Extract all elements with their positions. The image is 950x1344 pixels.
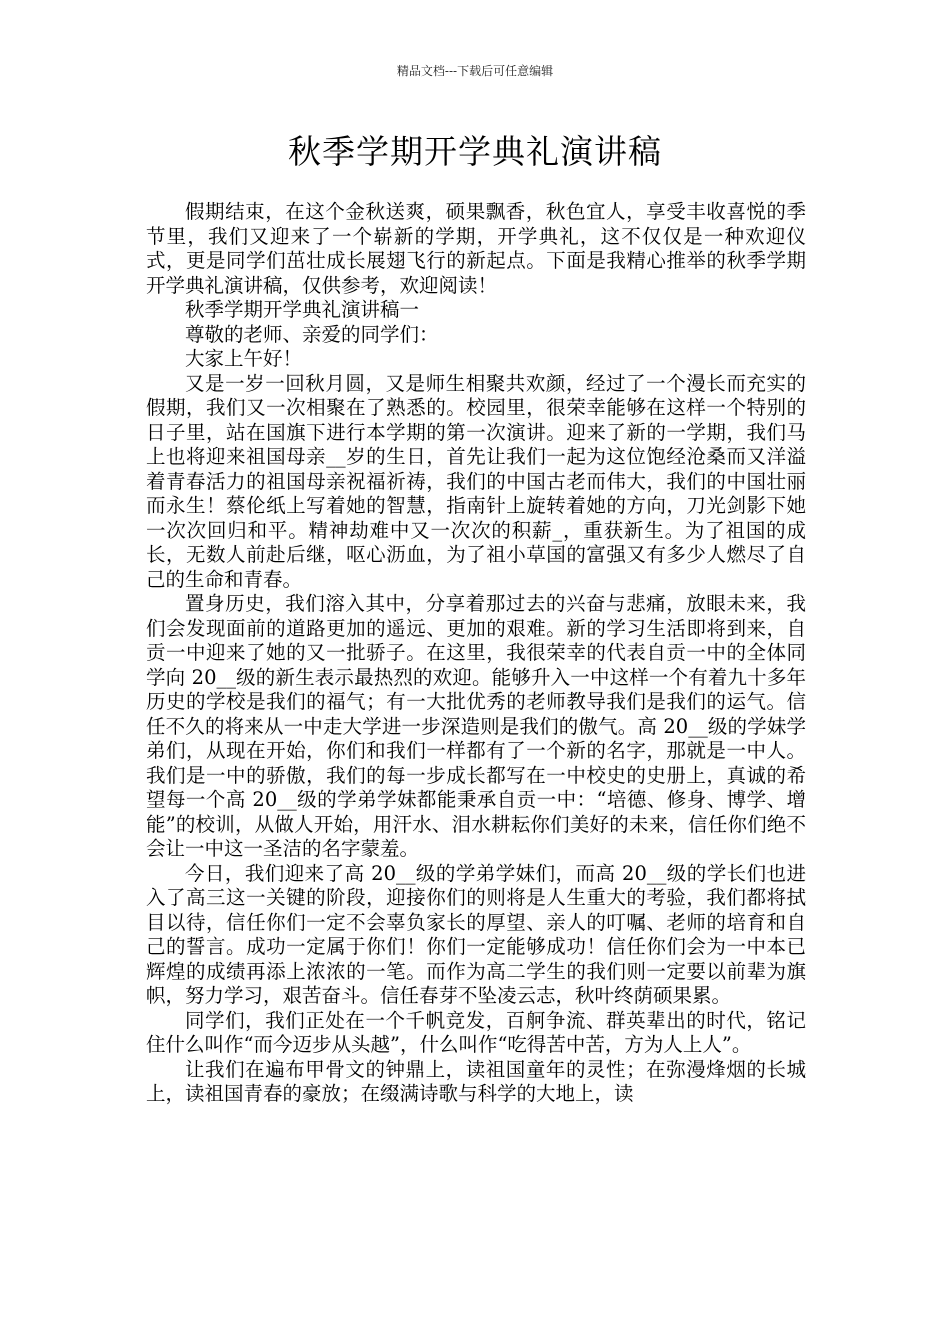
paragraph-body: 今日，我们迎来了高 20__级的学弟学妹们，而高 20__级的学长们也进入了高三这一关键的阶段，迎接你们的则将是人生重大的考验，我们都将拭目以待，信任你们一定不会辜负家长的厚望、亲人的叮嘱、老师的培育和自己的誓言。成功一定属于你们！你们一定能够成功！信任你们会为一中本已辉煌的成绩再添上浓浓的一笔。而作为高二学生的我们则一定要以前辈为旗帜，努力学习，艰苦奋斗。信任春芽不坠凌云志，秋叶终荫硕果累。 — [146, 861, 806, 1007]
paragraph-speech-heading: 秋季学期开学典礼演讲稿一 — [185, 298, 420, 321]
paragraph-salutation: 尊敬的老师、亲爱的同学们： — [185, 322, 439, 346]
document-body — [146, 200, 806, 1107]
paragraph-greeting: 大家上午好！ — [185, 347, 303, 370]
paragraph-body: 又是一岁一回秋月圆，又是师生相聚共欢颜，经过了一个漫长而充实的假期，我们又一次相聚在了熟悉的。校园里，很荣幸能够在这样一个特别的日子里，站在国旗下进行本学期的第一次演讲。迎来了新的一学期，我们马上也将迎来祖国母亲__岁的生日，首先让我们一起为这位饱经沧桑而又洋溢着青春活力的祖国母亲祝福祈祷，我们的中国古老而伟大，我们的中国壮丽而永生！蔡伦纸上写着她的智慧，指南针上旋转着她的方向，刀光剑影下她一次次回归和平。精神劫难中又一次次的积薪_，重获新生。为了祖国的成长，无数人前赴后继，呕心沥血，为了祖小草国的富强又有多少人燃尽了自己的生命和青春。 — [146, 371, 806, 591]
paragraph-body: 同学们，我们正处在一个千帆竞发，百舸争流、群英辈出的时代，铭记住什么叫作“而今迈步从头越”，什么叫作“吃得苦中苦，方为人上人”。 — [146, 1008, 806, 1056]
paragraph-body: 让我们在遍布甲骨文的钟鼎上，读祖国童年的灵性；在弥漫烽烟的长城上，读祖国青春的豪放；在缀满诗歌与科学的大地上，读 — [146, 1057, 806, 1105]
paragraph-intro: 假期结束，在这个金秋送爽，硕果飘香，秋色宜人，享受丰收喜悦的季节里，我们又迎来了一个崭新的学期，开学典礼，这不仅仅是一种欢迎仪式，更是同学们茁壮成长展翅飞行的新起点。下面是我精心推举的秋季学期开学典礼演讲稿，仅供参考，欢迎阅读！ — [146, 200, 806, 297]
paragraph-body: 置身历史，我们溶入其中，分享着那过去的兴奋与悲痛，放眼未来，我们会发现面前的道路更加的遥远、更加的艰难。新的学习生活即将到来，自贡一中迎来了她的又一批骄子。在这里，我很荣幸的代表自贡一中的全体同学向 20__级的新生表示最热烈的欢迎。能够升入一中这样一个有着九十多年历史的学校是我们的福气；有一大批优秀的老师教导我们是我们的运气。信任不久的将来从一中走大学进一步深造则是我们的傲气。高 20__级的学妹学弟们，从现在开始，你们和我们一样都有了一个新的名字，那就是一中人。我们是一中的骄傲，我们的每一步成长都写在一中校史的史册上，真诚的希望每一个高 20__级的学弟学妹都能秉承自贡一中：“培德、修身、博学、增能”的校训，从做人开始，用汗水、泪水耕耘你们美好的未来，信任你们绝不会让一中这一圣洁的名字蒙羞。 — [146, 592, 806, 860]
page-header-note: 精品文档---下载后可任意编辑 — [396, 64, 554, 78]
document-title: 秋季学期开学典礼演讲稿 — [288, 132, 662, 171]
